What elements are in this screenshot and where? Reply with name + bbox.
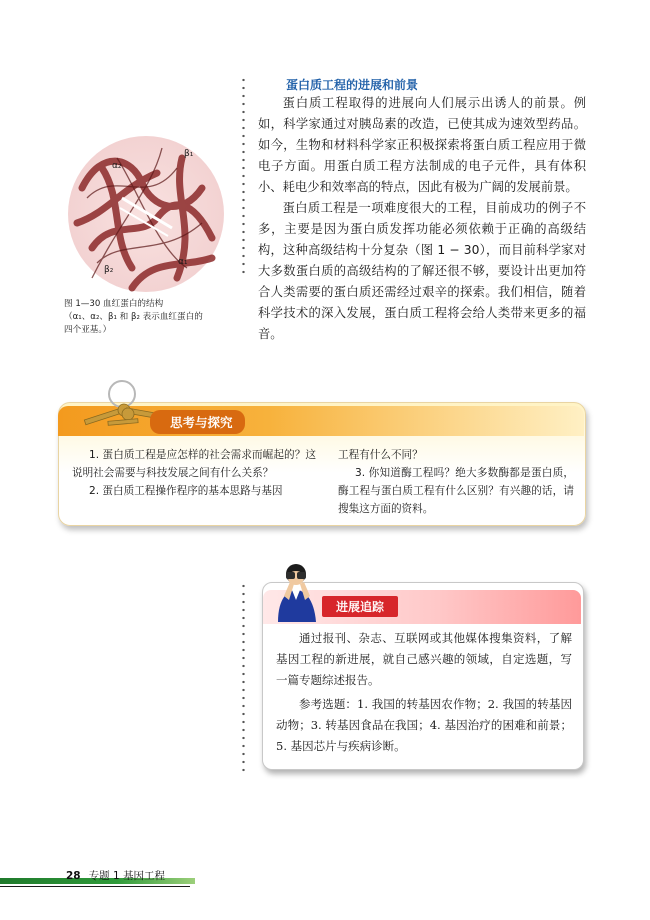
think-column-right: [338, 446, 574, 518]
person-with-binoculars-icon: [274, 560, 320, 622]
beta2-label: β₂: [104, 265, 114, 275]
figure-caption: [64, 298, 239, 337]
alpha1-label: α₁: [178, 257, 188, 267]
body-paragraph: 蛋白质工程是一项难度很大的工程，目前成功的例子不多，主要是因为蛋白质发挥功能必须依赖于正确的高级结构，这种高级结构十分复杂（图 1 − 30），而目前科学家对大多数蛋白质的高级结构的了解还很不够，要设计出更加符合人类需要的蛋白质还需经过艰辛的探索。我们相信，随着科学技术的深入发展，蛋白质工程将会给人类带来更多的福音。: [258, 201, 586, 341]
tracking-paragraph: 通过报刊、杂志、互联网或其他媒体搜集资料，了解基因工程的新进展，就自己感兴趣的领域，自定选题，写一篇专题综述报告。: [276, 631, 572, 687]
caption-line: （α₁、α₂、β₁ 和 β₂ 表示血红蛋白的: [64, 312, 203, 322]
dotted-margin-track: [242, 582, 245, 776]
dotted-margin-top: [242, 76, 245, 276]
think-column-left: [72, 446, 316, 500]
page-footer: [66, 868, 165, 883]
beta1-label: β₁: [184, 149, 194, 159]
caption-line: 图 1—30 血红蛋白的结构: [64, 299, 164, 309]
question-2-continued: 工程有什么不同？: [338, 449, 423, 461]
section-body: [258, 93, 586, 345]
tracking-paragraph: 参考选题：1. 我国的转基因农作物；2. 我国的转基因动物；3. 转基因食品在我国；4. 基因治疗的困难和前景；5. 基因芯片与疾病诊断。: [276, 697, 572, 753]
hemoglobin-structure-figure: [62, 128, 230, 298]
think-explore-title: 思考与探究: [150, 410, 245, 434]
chapter-title: 专题 1 基因工程: [88, 870, 165, 882]
progress-tracking-text: [276, 628, 572, 760]
alpha2-label: α₂: [112, 161, 122, 171]
section-title: 蛋白质工程的进展和前景: [286, 78, 419, 92]
question-3: 3. 你知道酶工程吗？绝大多数酶都是蛋白质，酶工程与蛋白质工程有什么区别？有兴趣的话，请搜集这方面的资料。: [338, 467, 574, 515]
question-2: 2. 蛋白质工程操作程序的基本思路与基因: [88, 485, 283, 497]
body-paragraph: 蛋白质工程取得的进展向人们展示出诱人的前景。例如，科学家通过对胰岛素的改造，已使其成为速效型药品。如今，生物和材料科学家正积极探索将蛋白质工程应用于微电子方面。用蛋白质工程方法制成的电子元件，具有体积小、耗电少和效率高的特点，因此有极为广阔的发展前景。: [258, 96, 586, 194]
footer-rule: [0, 886, 190, 887]
page-number: 28: [66, 870, 81, 882]
caption-line: 四个亚基。）: [64, 325, 112, 335]
question-1: 1. 蛋白质工程是应怎样的社会需求而崛起的？这说明社会需要与科技发展之间有什么关系？: [72, 449, 316, 479]
progress-tracking-title: 进展追踪: [322, 596, 398, 617]
